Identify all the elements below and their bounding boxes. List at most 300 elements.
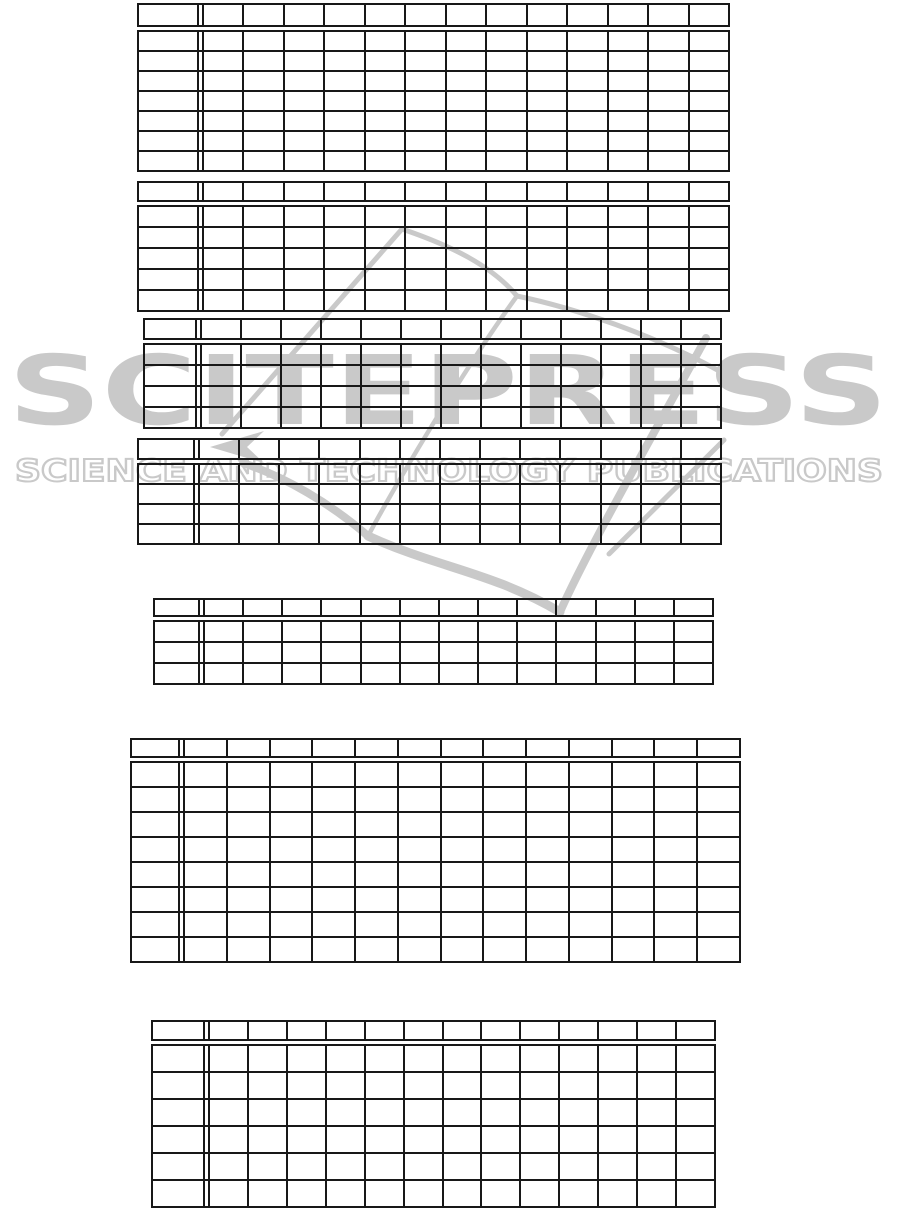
data-cell (688, 249, 728, 268)
table-row (145, 385, 720, 406)
data-cell (485, 92, 525, 110)
data-cell (247, 1022, 286, 1039)
data-cell (318, 440, 358, 458)
row-label-cell (139, 32, 199, 50)
header-label-cell (139, 183, 199, 200)
data-cell (404, 72, 444, 90)
data-cell (242, 270, 282, 289)
data-cell (634, 664, 673, 683)
data-cell (200, 387, 240, 406)
data-cell (238, 485, 278, 503)
data-cell (526, 52, 566, 70)
data-cell (688, 32, 728, 50)
data-cell (226, 888, 269, 911)
data-cell (566, 207, 606, 226)
data-cell (438, 600, 477, 615)
data-cell (673, 600, 712, 615)
data-cell (526, 249, 566, 268)
data-cell (442, 1100, 481, 1125)
table-row (139, 207, 728, 226)
row-label-cell (153, 1073, 205, 1098)
data-cell (400, 345, 440, 364)
data-cell (640, 465, 680, 483)
data-cell (364, 52, 404, 70)
table-row (139, 465, 720, 483)
data-cell (675, 1046, 714, 1071)
data-cell (558, 1127, 597, 1152)
data-cell (519, 1046, 558, 1071)
data-cell (247, 1181, 286, 1206)
data-cell (311, 838, 354, 861)
data-cell (688, 132, 728, 150)
data-cell (647, 92, 687, 110)
table-header (143, 318, 722, 340)
data-cell (485, 132, 525, 150)
table-row (132, 886, 739, 911)
data-cell (364, 207, 404, 226)
data-cell (354, 863, 397, 886)
data-cell (325, 1022, 364, 1039)
data-cell (477, 643, 516, 662)
data-cell (400, 366, 440, 385)
data-cell (238, 465, 278, 483)
data-cell (519, 440, 559, 458)
data-cell (278, 525, 318, 543)
data-cell (320, 643, 359, 662)
data-cell (403, 1073, 442, 1098)
data-cell (640, 366, 680, 385)
data-cell (399, 505, 439, 523)
data-cell (200, 345, 240, 364)
data-cell (680, 505, 720, 523)
header-row (155, 600, 712, 615)
data-cell (183, 913, 226, 936)
data-cell (364, 183, 404, 200)
data-cell (568, 863, 611, 886)
data-cell (202, 183, 242, 200)
data-cell (558, 1073, 597, 1098)
data-cell (688, 152, 728, 170)
data-cell (653, 740, 696, 756)
header-label-cell (139, 5, 199, 25)
data-cell (568, 763, 611, 786)
data-cell (323, 72, 363, 90)
table-body (151, 1044, 716, 1208)
data-cell (323, 207, 363, 226)
table-row (153, 1098, 714, 1125)
data-cell (442, 1181, 481, 1206)
data-cell (439, 505, 479, 523)
data-cell (281, 643, 320, 662)
data-cell (680, 525, 720, 543)
data-cell (696, 863, 739, 886)
data-cell (325, 1100, 364, 1125)
data-cell (404, 249, 444, 268)
data-cell (397, 788, 440, 811)
data-cell (636, 1100, 675, 1125)
data-cell (566, 249, 606, 268)
data-cell (208, 1046, 247, 1071)
table-body (137, 205, 730, 312)
data-cell (525, 740, 568, 756)
header-row (139, 183, 728, 200)
table-4 (137, 438, 722, 545)
data-cell (611, 863, 654, 886)
data-cell (688, 291, 728, 310)
data-cell (566, 152, 606, 170)
data-cell (202, 5, 242, 25)
data-cell (442, 1127, 481, 1152)
data-cell (404, 52, 444, 70)
data-cell (519, 1022, 558, 1039)
data-cell (558, 1181, 597, 1206)
data-cell (526, 5, 566, 25)
data-cell (568, 740, 611, 756)
data-cell (360, 664, 399, 683)
data-cell (560, 387, 600, 406)
data-cell (226, 863, 269, 886)
data-cell (320, 345, 360, 364)
data-cell (525, 788, 568, 811)
header-label-cell (139, 440, 195, 458)
data-cell (404, 132, 444, 150)
data-cell (397, 938, 440, 961)
data-cell (653, 813, 696, 836)
row-label-cell (139, 72, 199, 90)
table-body (143, 343, 722, 429)
data-cell (600, 485, 640, 503)
data-cell (653, 763, 696, 786)
data-cell (438, 664, 477, 683)
row-label-cell (132, 763, 180, 786)
row-label-cell (139, 465, 195, 483)
data-cell (283, 270, 323, 289)
data-cell (482, 913, 525, 936)
data-cell (183, 740, 226, 756)
data-cell (525, 913, 568, 936)
data-cell (359, 440, 399, 458)
data-cell (203, 643, 242, 662)
data-cell (323, 5, 363, 25)
data-cell (399, 440, 439, 458)
data-cell (647, 228, 687, 247)
table-header (130, 738, 741, 758)
table-row (155, 662, 712, 683)
data-cell (286, 1022, 325, 1039)
data-cell (607, 207, 647, 226)
row-label-cell (132, 788, 180, 811)
data-cell (526, 207, 566, 226)
data-cell (404, 291, 444, 310)
data-cell (320, 366, 360, 385)
data-cell (240, 387, 280, 406)
table-body (130, 761, 741, 963)
data-cell (566, 291, 606, 310)
data-cell (442, 1022, 481, 1039)
data-cell (607, 112, 647, 130)
data-cell (653, 788, 696, 811)
data-cell (597, 1127, 636, 1152)
row-label-cell (155, 622, 200, 641)
data-cell (445, 5, 485, 25)
data-cell (325, 1046, 364, 1071)
row-label-cell (132, 913, 180, 936)
row-label-cell (139, 132, 199, 150)
data-cell (226, 813, 269, 836)
data-cell (242, 643, 281, 662)
data-cell (607, 270, 647, 289)
data-cell (202, 52, 242, 70)
data-cell (318, 485, 358, 503)
row-label-cell (139, 152, 199, 170)
data-cell (595, 643, 634, 662)
data-cell (364, 5, 404, 25)
data-cell (269, 938, 312, 961)
data-cell (203, 622, 242, 641)
data-cell (283, 228, 323, 247)
data-cell (440, 913, 483, 936)
table-row (139, 268, 728, 289)
data-cell (404, 152, 444, 170)
data-cell (485, 72, 525, 90)
data-cell (283, 112, 323, 130)
data-cell (283, 5, 323, 25)
data-cell (202, 92, 242, 110)
data-cell (320, 408, 360, 427)
data-cell (607, 183, 647, 200)
data-cell (600, 465, 640, 483)
data-cell (440, 813, 483, 836)
data-cell (202, 249, 242, 268)
data-cell (696, 913, 739, 936)
data-cell (283, 291, 323, 310)
data-cell (525, 938, 568, 961)
data-cell (397, 913, 440, 936)
data-cell (688, 5, 728, 25)
table-row (153, 1152, 714, 1179)
data-cell (480, 408, 520, 427)
data-cell (238, 440, 278, 458)
data-cell (283, 32, 323, 50)
data-cell (519, 525, 559, 543)
data-cell (438, 643, 477, 662)
data-cell (238, 505, 278, 523)
data-cell (485, 112, 525, 130)
header-label-cell (155, 600, 200, 615)
data-cell (242, 664, 281, 683)
data-cell (611, 938, 654, 961)
data-cell (555, 643, 594, 662)
data-cell (311, 888, 354, 911)
data-cell (404, 112, 444, 130)
table-header (137, 181, 730, 202)
table-header (153, 598, 714, 617)
data-cell (526, 32, 566, 50)
data-cell (688, 72, 728, 90)
data-cell (647, 132, 687, 150)
data-cell (442, 1046, 481, 1071)
data-cell (479, 505, 519, 523)
data-cell (404, 207, 444, 226)
data-cell (203, 600, 242, 615)
row-label-cell (139, 291, 199, 310)
data-cell (403, 1022, 442, 1039)
data-cell (203, 664, 242, 683)
data-cell (607, 92, 647, 110)
data-cell (440, 345, 480, 364)
data-cell (566, 270, 606, 289)
data-cell (597, 1181, 636, 1206)
data-cell (323, 249, 363, 268)
data-cell (208, 1154, 247, 1179)
data-cell (520, 387, 560, 406)
data-cell (647, 183, 687, 200)
data-cell (323, 92, 363, 110)
header-label-cell (153, 1022, 205, 1039)
data-cell (354, 888, 397, 911)
data-cell (568, 888, 611, 911)
data-cell (482, 788, 525, 811)
data-cell (485, 291, 525, 310)
data-cell (208, 1100, 247, 1125)
data-cell (607, 249, 647, 268)
data-cell (640, 387, 680, 406)
data-cell (566, 52, 606, 70)
data-cell (526, 270, 566, 289)
data-cell (242, 228, 282, 247)
data-cell (566, 228, 606, 247)
data-cell (202, 207, 242, 226)
data-cell (611, 813, 654, 836)
data-cell (688, 270, 728, 289)
data-cell (525, 838, 568, 861)
data-cell (323, 52, 363, 70)
data-cell (364, 112, 404, 130)
row-label-cell (145, 387, 197, 406)
data-cell (558, 1022, 597, 1039)
table-6 (130, 738, 741, 963)
data-cell (439, 525, 479, 543)
data-cell (354, 838, 397, 861)
data-cell (445, 270, 485, 289)
data-cell (399, 664, 438, 683)
data-cell (286, 1181, 325, 1206)
row-label-cell (139, 485, 195, 503)
data-cell (600, 320, 640, 338)
data-cell (440, 938, 483, 961)
data-cell (311, 938, 354, 961)
row-label-cell (155, 643, 200, 662)
data-cell (269, 763, 312, 786)
data-cell (247, 1100, 286, 1125)
data-cell (354, 740, 397, 756)
data-cell (482, 863, 525, 886)
data-cell (653, 838, 696, 861)
table-7 (151, 1020, 716, 1208)
data-cell (364, 1073, 403, 1098)
data-cell (640, 345, 680, 364)
data-cell (647, 52, 687, 70)
data-cell (208, 1022, 247, 1039)
data-cell (680, 408, 720, 427)
data-cell (397, 813, 440, 836)
data-cell (242, 183, 282, 200)
data-cell (696, 788, 739, 811)
header-row (145, 320, 720, 338)
row-label-cell (132, 813, 180, 836)
data-cell (480, 1181, 519, 1206)
table-header (137, 3, 730, 27)
data-cell (640, 525, 680, 543)
data-cell (283, 132, 323, 150)
data-cell (675, 1127, 714, 1152)
data-cell (354, 813, 397, 836)
data-cell (397, 838, 440, 861)
data-cell (673, 664, 712, 683)
data-cell (360, 345, 400, 364)
data-cell (485, 5, 525, 25)
data-cell (247, 1073, 286, 1098)
data-cell (200, 408, 240, 427)
data-cell (242, 32, 282, 50)
data-cell (202, 291, 242, 310)
data-cell (600, 408, 640, 427)
data-cell (560, 345, 600, 364)
data-cell (640, 408, 680, 427)
data-cell (403, 1181, 442, 1206)
data-cell (202, 270, 242, 289)
data-cell (320, 320, 360, 338)
data-cell (242, 132, 282, 150)
data-cell (278, 505, 318, 523)
data-cell (404, 228, 444, 247)
data-cell (445, 72, 485, 90)
data-cell (479, 465, 519, 483)
scitepress-wordmark: SCITEPRESS (8, 335, 888, 447)
data-cell (445, 132, 485, 150)
data-cell (183, 863, 226, 886)
data-cell (480, 320, 520, 338)
table-row (132, 861, 739, 886)
data-cell (439, 485, 479, 503)
table-2 (137, 181, 730, 312)
data-cell (634, 600, 673, 615)
data-cell (559, 465, 599, 483)
data-cell (442, 1073, 481, 1098)
data-cell (520, 320, 560, 338)
data-cell (519, 1154, 558, 1179)
data-cell (286, 1100, 325, 1125)
data-cell (440, 320, 480, 338)
data-cell (364, 72, 404, 90)
data-cell (442, 1154, 481, 1179)
data-cell (566, 92, 606, 110)
data-cell (607, 52, 647, 70)
data-cell (477, 600, 516, 615)
data-cell (354, 938, 397, 961)
data-cell (226, 938, 269, 961)
table-row (132, 763, 739, 786)
data-cell (611, 913, 654, 936)
data-cell (208, 1127, 247, 1152)
data-cell (600, 366, 640, 385)
data-cell (364, 32, 404, 50)
data-cell (516, 600, 555, 615)
data-cell (359, 525, 399, 543)
data-cell (240, 366, 280, 385)
data-cell (680, 440, 720, 458)
data-cell (566, 183, 606, 200)
